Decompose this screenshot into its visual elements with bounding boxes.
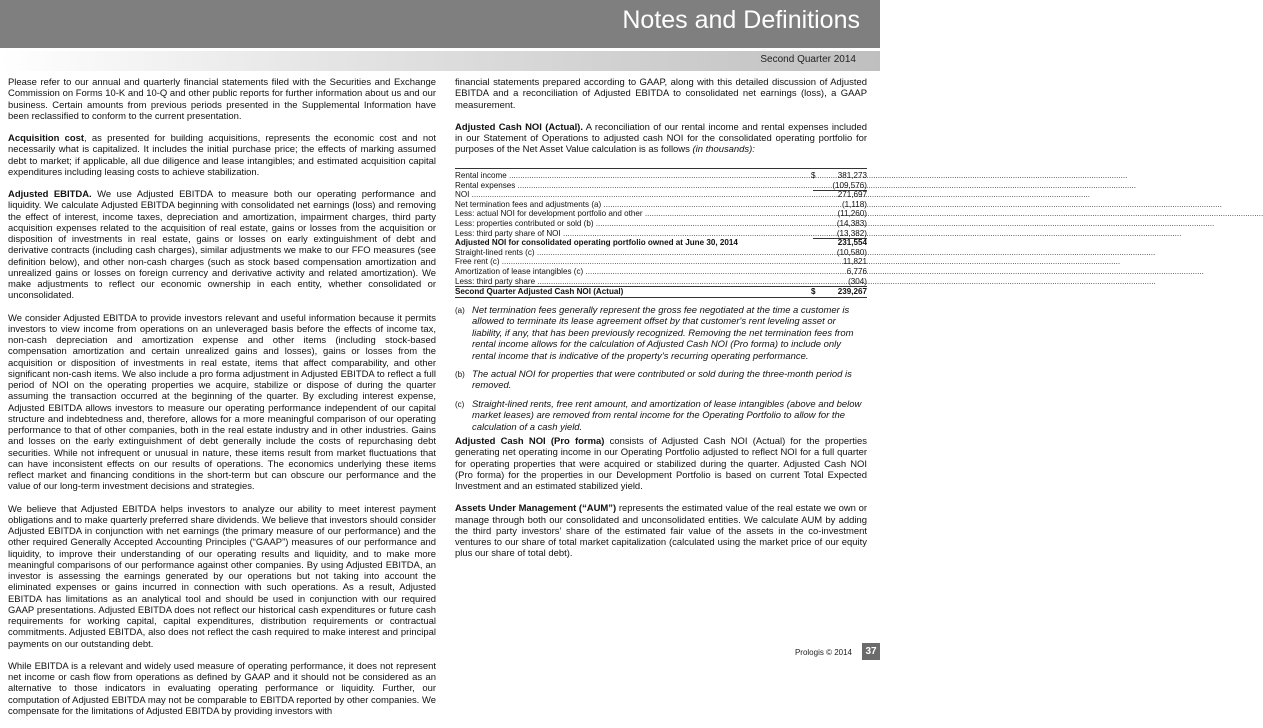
continued-paragraph: financial statements prepared according to GAAP, along with this detailed discussion of Adjusted EBITDA and a reconciliation of Adjusted EBITDA to consolidated net earnings (loss), a GAAP measurement. [455,77,867,111]
table-row: Rental expenses ..... (109,576) [455,181,867,191]
intro-paragraph: Please refer to our annual and quarterly financial statements filed with the Securities and Exchange Commission on Forms 10-K and 10-Q and other public reports for further information about us and our business. Certain amounts from previous periods presented in the Supplemental Information have been reclassified to conform to the current presentation. [8,77,436,122]
ebitda-liquidity-paragraph: We believe that Adjusted EBITDA helps investors to analyze our ability to meet interest payment obligations and to make quarterly preferred share dividends. We believe that investors should consider Adjusted EBITDA in conjunction with net earnings (the primary measure of our performance) and the other required Generally Accepted Accounting Principles (“GAAP”) measures of our performance and liquidity, to improve their understanding of our operating results and liquidity, and to make more meaningful comparisons of our performance against other companies. By using Adjusted EBITDA, an investor is assessing the earnings generated by our operations but not taking into account the eliminated expenses or gains incurred in connection with such operations. As a result, Adjusted EBITDA has limitations as an analytical tool and should be used in conjunction with our required GAAP presentations. Adjusted EBITDA does not reflect our historical cash expenditures or future cash requirements for working capital, capital expenditures, distribution requirements or contractual commitments. Adjusted EBITDA, also does not reflect the cash required to make interest and principal payments on our outstanding debt. [8,503,436,650]
aum-paragraph: Assets Under Management (“AUM”) represents the estimated value of the real estate we own or manage through both our consolidated and unconsolidated entities. We calculate AUM by adding the third party investors’ share of the estimated fair value of the assets in the co-investment ventures to our share of total market capitalization (calculated using the market price of our equity plus our share of total debt). [455,503,867,560]
footnote-a: (a) Net termination fees generally represent the gross fee negotiated at the time a customer is allowed to terminate its lease agreement offset by that customer's rent leveling asset or liability, if any, that has been previously recognized. Removing the net termination fees from rental income allows for the calculation of Adjusted Cash NOI (Pro forma) to include only rental income that is indicative of the property's recurring operating performance. [455,305,854,362]
term-adjusted-cash-noi-actual: Adjusted Cash NOI (Actual). [455,121,583,133]
table-row: Net termination fees and adjustments (a) ..... (1,118) [455,200,867,210]
term-adjusted-ebitda: Adjusted EBITDA. [8,189,92,200]
footnote-b: (b) The actual NOI for properties that were contributed or sold during the three-month period is removed. [455,369,852,392]
footer-copyright: Prologis © 2014 [794,648,852,657]
footnotes [455,305,867,440]
table-row: Amortization of lease intangibles (c) ..... 6,776 [455,267,867,277]
table-row: Less: actual NOI for development portfolio and other ..... (11,260) [455,209,867,219]
subheader-bar [0,51,880,71]
table-row: Less: third party share ..... (304) [455,277,867,287]
adjusted-cash-noi-actual-paragraph: Adjusted Cash NOI (Actual). A reconciliation of our rental income and rental expenses included in our Statement of Operations to adjusted cash NOI for the consolidated operating portfolio for purposes of the Net Asset Value calculation is as follows (in thousands): [455,121,867,156]
table-row: Free rent (c) ..... 11,821 [455,257,867,267]
table-row-total: Second Quarter Adjusted Cash NOI (Actual) $ 239,267 [455,287,867,297]
table-row-subtotal: Adjusted NOI for consolidated operating portfolio owned at June 30, 2014 231,554 [455,238,867,248]
period-label: Second Quarter 2014 [760,54,856,65]
table-bottom-rule [455,297,867,298]
term-aum: Assets Under Management (“AUM”) [455,503,617,515]
term-adjusted-cash-noi-pro-forma: Adjusted Cash NOI (Pro forma) [455,436,605,447]
ebitda-limitations-paragraph: While EBITDA is a relevant and widely used measure of operating performance, it does not represent net income or cash flow from operations as defined by GAAP and it should not be considered as an alternative to those indicators in evaluating operating performance or liquidity. Further, our computation of Adjusted EBITDA may not be comparable to EBITDA reported by other companies. We compensate for the limitations of Adjusted EBITDA by providing investors with [8,660,436,717]
acquisition-cost-paragraph: Acquisition cost, as presented for building acquisitions, represents the economic cost and not necessarily what is capitalized. It includes the initial purchase price; the effects of marking assumed debt to market; if applicable, all due diligence and lease intangibles; and estimated acquisition capital expenditures including leasing costs to achieve stabilization. [8,133,436,178]
right-column-lower [455,436,867,571]
ebitda-usefulness-paragraph: We consider Adjusted EBITDA to provide investors relevant and useful information because it permits investors to view income from operations on an unleveraged basis before the effects of income tax, non-cash depreciation and amortization expense and other items (including stock-based compensation amortization and certain unrealized gains and losses), gains or losses from the acquisition or disposition of investments in real estate, items that affect comparability, and other significant non-cash items. We also include a pro forma adjustment in Adjusted EBITDA to reflect a full period of NOI on the operating properties we acquire, stabilize or dispose of during the quarter assuming the transaction occurred at the beginning of the quarter. By excluding interest expense, Adjusted EBITDA allows investors to measure our operating performance independent of our capital structure and indebtedness and, therefore, allows for a more meaningful comparison of our operating performance to that of other companies, both in the real estate industry and in other industries. Gains and losses on the early extinguishment of debt generally include the costs of repurchasing debt securities. While not infrequent or unusual in nature, these items result from market fluctuations that can have inconsistent effects on our results of operations. The economics underlying these items reflect market and financing conditions in the short-term but can obscure our performance and the value of our long-term investment decisions and strategies. [8,312,436,493]
reconciliation-table [455,168,867,298]
table-row: Less: properties contributed or sold (b) ..... (14,383) [455,219,867,229]
footnote-c: (c) Straight-lined rents, free rent amount, and amortization of lease intangibles (above and below market leases) are removed from rental income for the Operating Portfolio to allow for the calculation of a cash yield. [455,398,862,433]
table-row: Less: third party share of NOI ..... (13,382) [455,229,867,239]
adjusted-ebitda-paragraph: Adjusted EBITDA. We use Adjusted EBITDA to measure both our operating performance and liquidity. We calculate Adjusted EBITDA beginning with consolidated net earnings (loss) and removing the effect of interest, income taxes, depreciation and amortization, impairment charges, third party acquisition expenses related to the acquisition of real estate, gains or losses from the acquisition or disposition of investments in real estate, gains or losses on early extinguishment of debt and derivative contracts (including cash charges), similar adjustments we make to our FFO measures (see definition below), and other non-cash charges (such as stock based compensation amortization and unrealized gains or losses on foreign currency and derivative activity and related amortization). We make adjustments to reflect our economic ownership in each entity, whether consolidated or unconsolidated. [8,189,436,302]
table-row: Rental income ..... $ 381,273 [455,171,867,181]
adjusted-cash-noi-pro-forma-paragraph: Adjusted Cash NOI (Pro forma) consists of Adjusted Cash NOI (Actual) for the properties generating net operating income in our Operating Portfolio adjusted to reflect NOI for a full quarter for operating properties that were acquired or stabilized during the quarter. Adjusted Cash NOI (Pro forma) for the properties in our Development Portfolio is based on current Total Expected Investment and an estimated stabilized yield. [455,436,867,492]
left-column [8,77,436,728]
term-acquisition-cost: Acquisition cost [8,133,85,144]
page-title: Notes and Definitions [622,6,860,34]
table-row: Straight-lined rents (c) ..... (10,580) [455,248,867,258]
right-column [455,77,867,167]
page-number: 37 [862,643,880,660]
table-row: NOI ..... 271,697 [455,190,867,200]
